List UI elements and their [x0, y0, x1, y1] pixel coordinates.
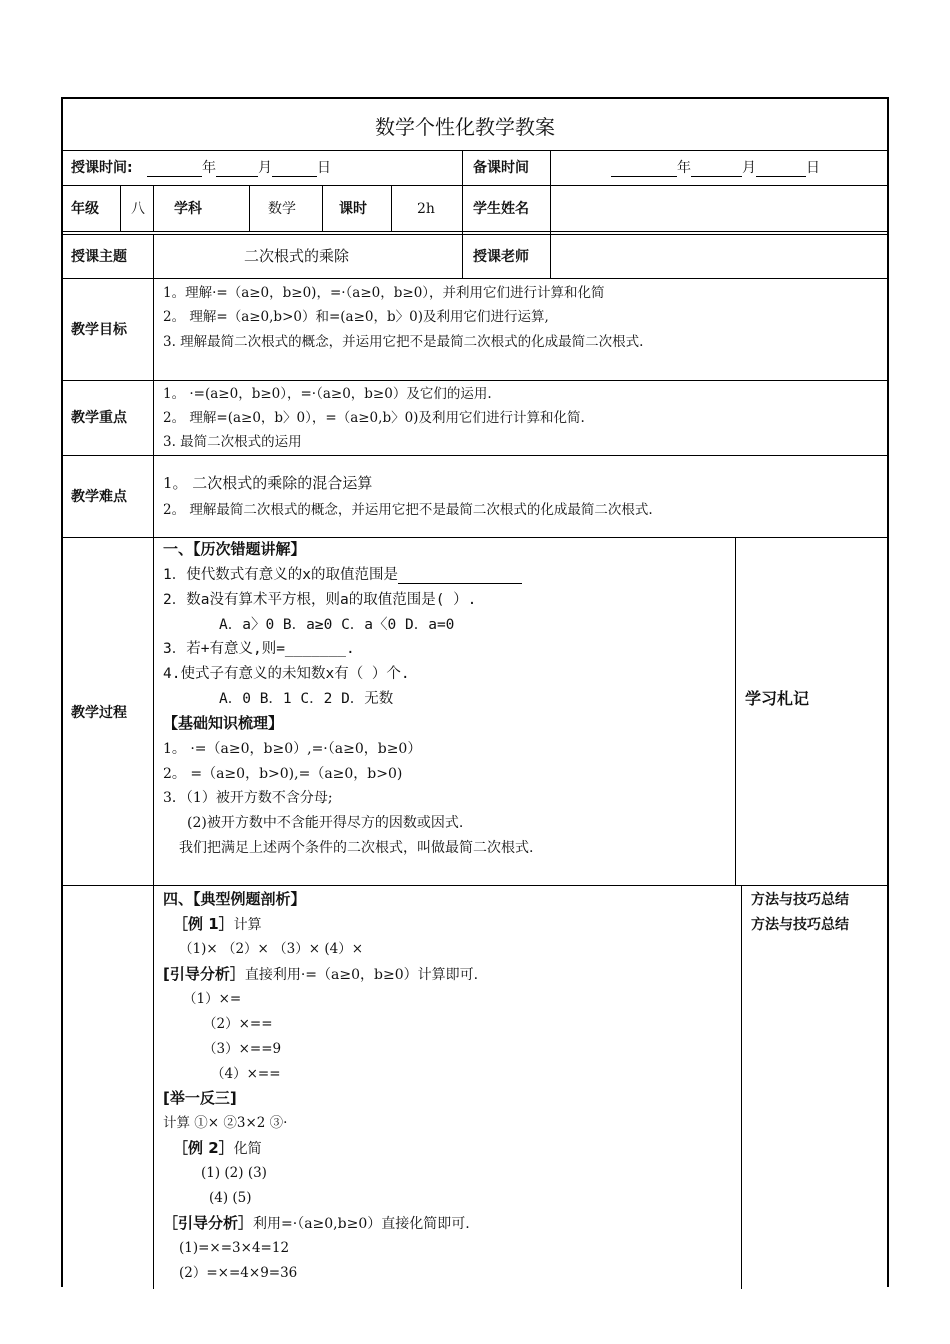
knowledge-3: 3．（1）被开方数不含分母; [163, 790, 333, 806]
teach-year-field[interactable] [147, 162, 202, 177]
teacher-label: 授课老师 [473, 249, 529, 265]
vrule-notes [735, 537, 736, 885]
question-1-text: 1．使代数式有意义的x的取值范围是 [163, 567, 398, 583]
guide-2 [163, 1214, 470, 1233]
practice-text: 计算 ①× ②3×2 ③· [163, 1115, 288, 1131]
vrule-d [153, 185, 154, 231]
grade-label: 年级 [71, 201, 99, 217]
example-1 [173, 915, 262, 934]
vrule-f [322, 185, 323, 231]
solution-1-3: （3）×==9 [203, 1041, 282, 1057]
goal-line-2: 2。 理解=（a≥0,b>0）和=(a≥0，b〉0)及利用它们进行运算, [163, 309, 549, 325]
knowledge-1: 1。 ·=（a≥0，b≥0）,=·（a≥0，b≥0） [163, 741, 422, 757]
example-2-items-2: (4) (5) [209, 1190, 252, 1206]
section-basic-knowledge: 【基础知识梳理】 [163, 714, 284, 732]
tips-label-2: 方法与技巧总结 [751, 917, 849, 933]
question-3: 3．若+有意义,则=_______. [163, 641, 355, 657]
prep-year-unit: 年 [677, 160, 691, 176]
prep-month-unit: 月 [742, 160, 756, 176]
knowledge-5: 我们把满足上述两个条件的二次根式，叫做最简二次根式. [179, 840, 534, 856]
rule-difficulties [63, 537, 889, 538]
rule-goals [63, 380, 889, 381]
example-2-label: ［例 2］ [173, 1139, 234, 1157]
vrule-label-col [153, 234, 154, 1289]
example-2 [173, 1139, 262, 1158]
example-1-label: ［例 1］ [173, 915, 234, 933]
solution-1-1: （1）×= [183, 991, 242, 1007]
vrule-c [120, 185, 121, 231]
process-label: 教学过程 [71, 705, 127, 721]
notes-label: 学习札记 [745, 689, 810, 708]
teach-time-date [147, 159, 331, 177]
section-typical-examples: 四、【典型例题剖析】 [163, 890, 306, 908]
vrule-b [550, 150, 551, 278]
teach-time-label: 授课时间: [71, 160, 133, 176]
guide-1-label: [引导分析］ [163, 965, 245, 983]
knowledge-4: (2)被开方数中不含能开得尽方的因数或因式. [187, 815, 464, 831]
prep-day-field[interactable] [756, 162, 806, 177]
year-unit: 年 [202, 160, 216, 176]
rule-row2a [63, 231, 889, 232]
rule-row2b [63, 234, 889, 235]
guide-2-label: ［引导分析］ [163, 1214, 254, 1232]
question-1-blank[interactable] [398, 569, 522, 584]
topic-value: 二次根式的乘除 [244, 247, 350, 265]
vrule-e [249, 185, 250, 231]
vrule-tips [741, 885, 742, 1289]
question-4-options: A．0 B．1 C．2 D．无数 [219, 691, 394, 707]
subject-value: 数学 [268, 201, 296, 217]
difficulty-line-1: 1。 二次根式的乘除的混合运算 [163, 474, 373, 492]
section-error-review: 一、【历次错题讲解】 [163, 540, 306, 558]
rule-process [63, 885, 889, 886]
teach-month-field[interactable] [216, 162, 258, 177]
topic-label: 授课主题 [71, 249, 127, 265]
teach-day-field[interactable] [272, 162, 317, 177]
question-2-options: A．a〉0 B．a≥0 C．a〈0 D．a=0 [219, 617, 455, 633]
keypoint-line-3: 3. 最简二次根式的运用 [163, 434, 302, 450]
question-2: 2．数a没有算术平方根，则a的取值范围是( ）. [163, 592, 477, 608]
practice-label: [举一反三] [163, 1089, 237, 1107]
prep-month-field[interactable] [691, 162, 742, 177]
rule-title [63, 150, 889, 151]
solution-1-4: （4）×== [211, 1066, 281, 1082]
prep-year-field[interactable] [611, 162, 677, 177]
example-1-items: （1)× （2）× （3）× (4）× [179, 941, 364, 957]
prep-day-unit: 日 [806, 160, 820, 176]
solution-2-1: (1)=×=3×4=12 [179, 1240, 290, 1256]
solution-1-2: （2）×== [203, 1016, 273, 1032]
keypoint-line-1: 1。 ·=(a≥0，b≥0），=·（a≥0，b≥0）及它们的运用. [163, 386, 492, 402]
vrule-g [391, 185, 392, 231]
keypoints-label: 教学重点 [71, 410, 127, 426]
question-1 [163, 566, 522, 584]
tips-label-1: 方法与技巧总结 [751, 892, 849, 908]
hours-label: 课时 [339, 201, 367, 217]
example-2-items-1: (1) (2) (3) [201, 1165, 267, 1181]
vrule-a [462, 150, 463, 278]
day-unit: 日 [317, 160, 331, 176]
goals-label: 教学目标 [71, 322, 127, 338]
subject-label: 学科 [174, 201, 202, 217]
keypoint-line-2: 2。 理解=(a≥0，b〉0），=（a≥0,b〉0)及利用它们进行计算和化简. [163, 410, 585, 426]
student-name-label: 学生姓名 [473, 201, 529, 217]
solution-2-2: (2）=×=4×9=36 [179, 1265, 298, 1281]
grade-value: 八 [131, 201, 145, 217]
lesson-plan-table [61, 97, 889, 1287]
rule-row1 [63, 185, 889, 186]
goal-line-3: 3. 理解最简二次根式的概念，并运用它把不是最简二次根式的化成最简二次根式. [163, 334, 644, 350]
goal-line-1: 1。理解·=（a≥0，b≥0)，=·（a≥0，b≥0），并利用它们进行计算和化简 [163, 285, 605, 301]
rule-keypoints [63, 455, 889, 456]
example-2-text: 化简 [233, 1141, 262, 1157]
rule-row3 [63, 278, 889, 279]
guide-1 [163, 965, 478, 984]
prep-time-date [611, 159, 820, 177]
guide-2-text: 利用=·（a≥0,b≥0）直接化简即可. [253, 1216, 470, 1232]
page-title: 数学个性化教学教案 [375, 115, 555, 139]
example-1-text: 计算 [233, 917, 262, 933]
knowledge-2: 2。 =（a≥0，b>0),=（a≥0，b>0) [163, 766, 403, 782]
month-unit: 月 [258, 160, 272, 176]
guide-1-text: 直接利用·=（a≥0，b≥0）计算即可. [244, 967, 479, 983]
hours-value: 2h [417, 201, 435, 217]
difficulty-line-2: 2。 理解最简二次根式的概念，并运用它把不是最简二次根式的化成最简二次根式. [163, 502, 653, 518]
prep-time-label: 备课时间 [473, 160, 529, 176]
difficulties-label: 教学难点 [71, 489, 127, 505]
question-4: 4.使式子有意义的未知数x有（ ）个. [163, 666, 410, 682]
